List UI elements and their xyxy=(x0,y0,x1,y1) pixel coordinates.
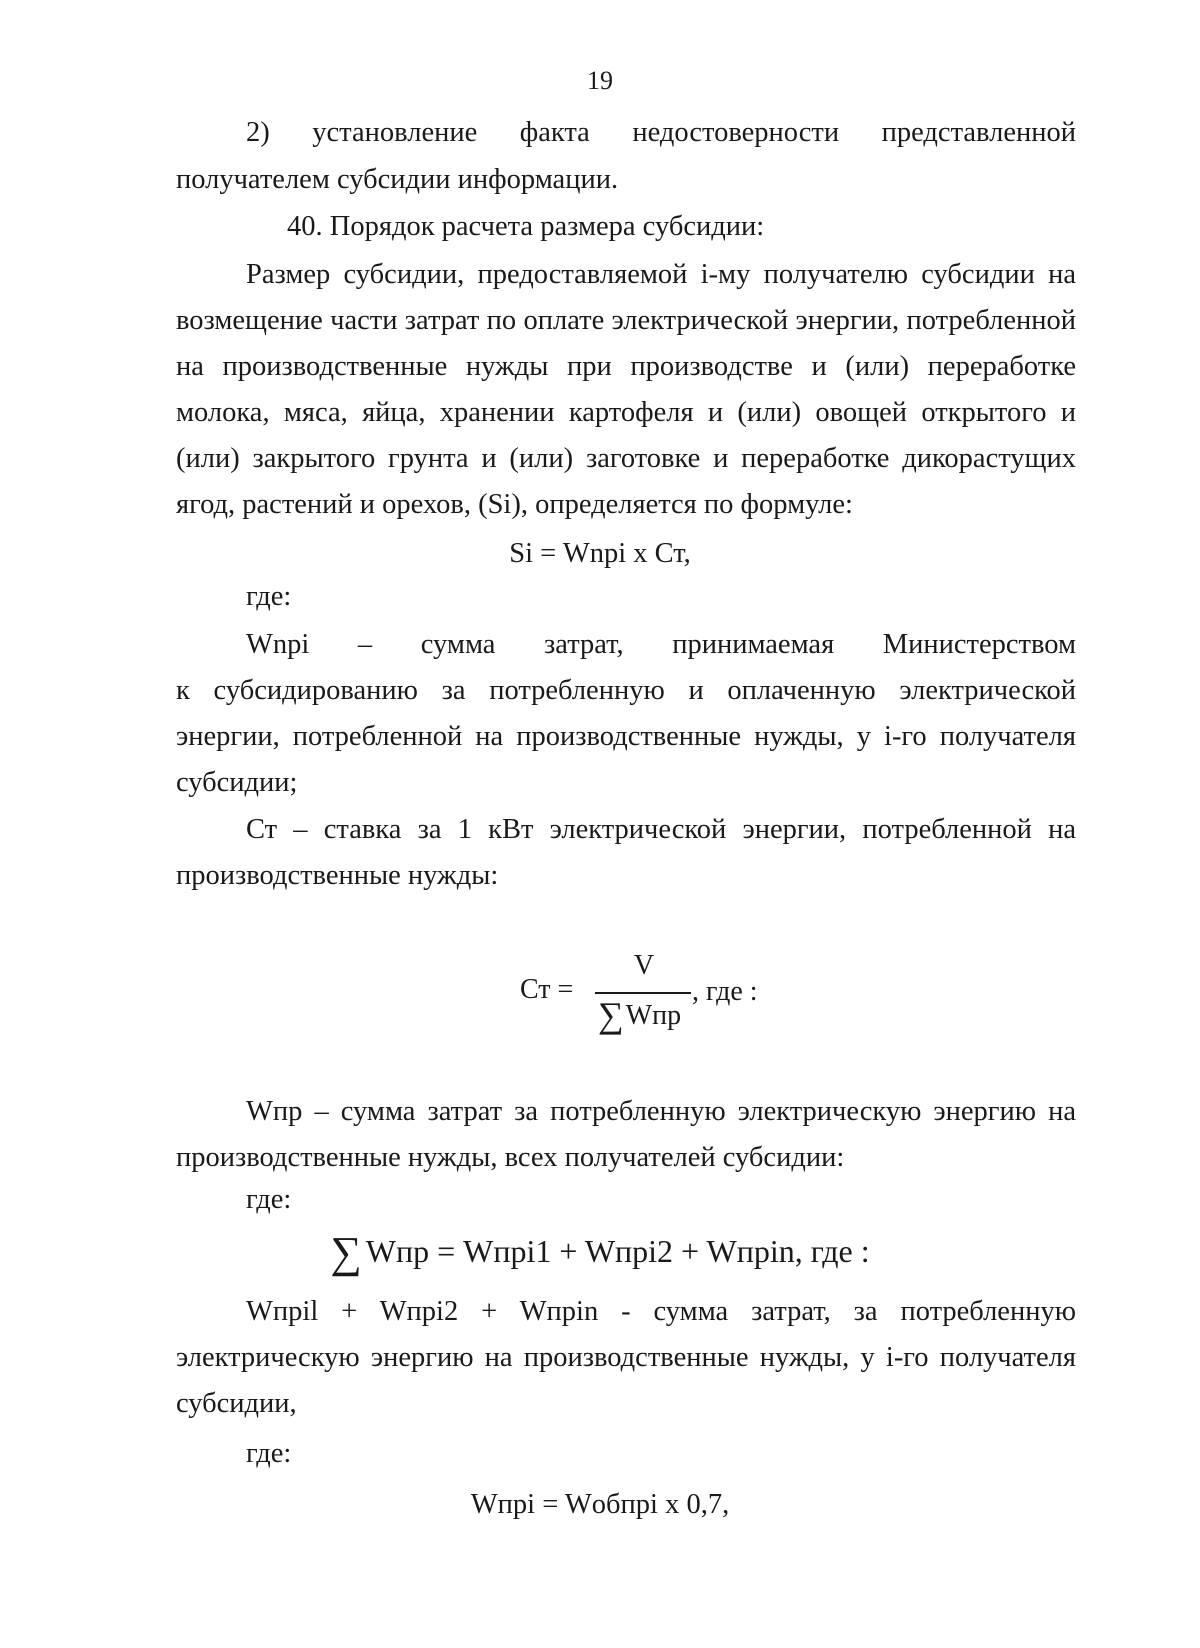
section-heading: 40. Порядок расчета размера субсидии: xyxy=(287,211,765,242)
text-line: производственные нужды, всех получателей субсидии: xyxy=(176,1142,845,1173)
text-line: Ст – ставка за 1 кВт электрической энергии, потребленной на xyxy=(246,814,1076,845)
page-number: 19 xyxy=(587,66,613,95)
formula-ct-numerator: V xyxy=(633,950,655,981)
formula-ct-lhs: Ст = xyxy=(520,974,574,1005)
formula-ct-denominator-text: Wпр xyxy=(625,1000,682,1031)
text-line: где: xyxy=(246,581,292,612)
text-line: Wnpi – сумма затрат, принимаемая Министерством xyxy=(246,629,1076,660)
text-line: производственные нужды: xyxy=(176,860,499,891)
text-line: к субсидированию за потребленную и оплаченную электрической xyxy=(176,675,1076,706)
text-line: Wпpil + Wпpi2 + Wпpin - сумма затрат, за потребленную xyxy=(246,1296,1076,1327)
formula-wnpi: Wпpi = Wобпpi x 0,7, xyxy=(470,1489,730,1520)
sigma-symbol: ∑ xyxy=(330,1228,362,1277)
formula-si: Si = Wnpi x Ст, xyxy=(509,538,691,569)
text-line: где: xyxy=(246,1438,292,1469)
formula-sum xyxy=(0,1228,1200,1277)
text-line: ягод, растений и орехов, (Si), определяется по формуле: xyxy=(176,489,853,520)
formula-ct-rhs: , где : xyxy=(692,976,758,1007)
text-line: субсидии; xyxy=(176,767,298,798)
text-line: Размер субсидии, предоставляемой i-му получателю субсидии на xyxy=(246,259,1076,290)
text-line: (или) закрытого грунта и (или) заготовке и переработке дикорастущих xyxy=(176,443,1076,474)
text-line: на производственные нужды при производстве и (или) переработке xyxy=(176,351,1076,382)
formula-ct-denominator xyxy=(598,994,681,1036)
formula-ct xyxy=(520,950,780,1060)
text-line: электрическую энергию на производственные нужды, у i-го получателя xyxy=(176,1342,1076,1373)
sigma-symbol: ∑ xyxy=(598,995,624,1035)
text-line: возмещение части затрат по оплате электрической энергии, потребленной xyxy=(176,305,1076,336)
text-line: где: xyxy=(246,1184,292,1215)
text-line: молока, мяса, яйца, хранении картофеля и (или) овощей открытого и xyxy=(176,397,1076,428)
formula-sum-text: Wпр = Wпрi1 + Wпрi2 + Wпрin, где : xyxy=(365,1233,870,1269)
text-line: энергии, потребленной на производственные нужды, у i-го получателя xyxy=(176,721,1076,752)
text-line: получателем субсидии информации. xyxy=(176,164,619,195)
text-line: Wпр – сумма затрат за потребленную электрическую энергию на xyxy=(246,1096,1076,1127)
text-line: субсидии, xyxy=(176,1388,297,1419)
text-line: 2) установление факта недостоверности представленной xyxy=(246,117,1076,148)
